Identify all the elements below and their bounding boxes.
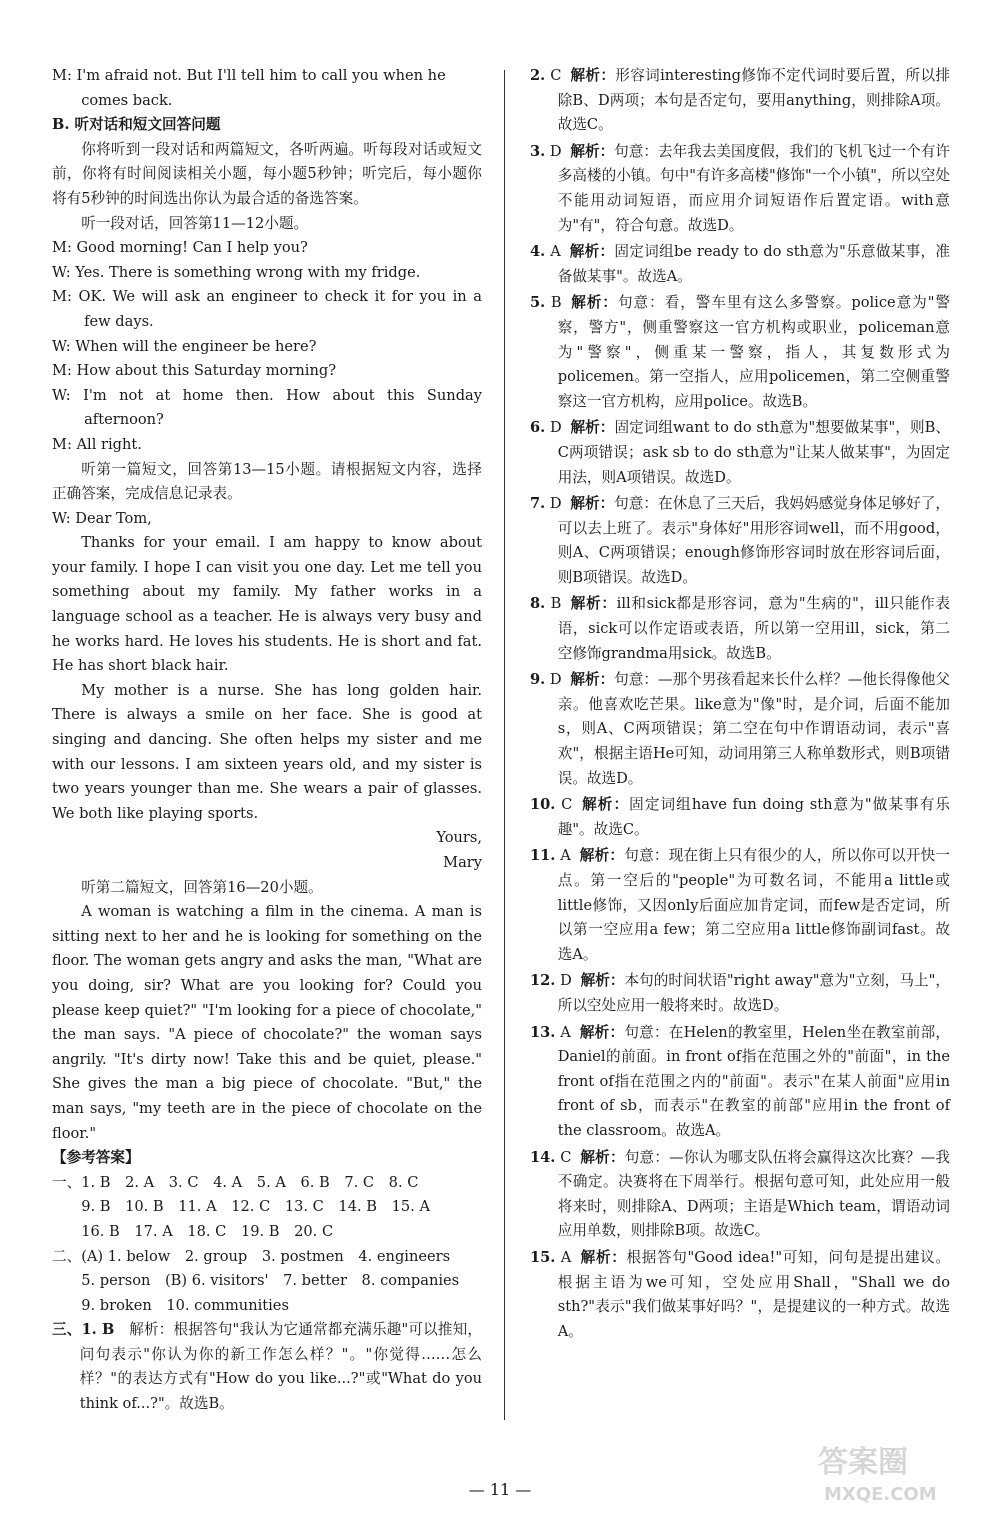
instructions: 你将听到一段对话和两篇短文，各听两遍。听每段对话或短文前，你将有时间阅读相关小题，每小题5秒钟；听完后，每小题你将有5秒钟的时间选出你认为最合适的备选答案。 xyxy=(52,140,482,207)
section3-text: 解析：根据答句"我认为它通常都充满乐趣"可以推知，问句表示"你认为你的新工作怎么样？"。"你觉得……怎么样？"的表达方式有"How do you like...?"或"What do you think of...?"。故选B。 xyxy=(79,1321,482,1413)
dialogue-line: M: Good morning! Can I help you? xyxy=(52,239,308,257)
item-text: 本句的时间状语"right away"意为"立刻，马上"，所以空处应用一般将来时。故选D。 xyxy=(557,972,950,1014)
item-text: 句意：在休息了三天后，我妈妈感觉身体足够好了，可以去上班了。表示"身体好"用形容词well，而不用good，则A、C两项错误；enough修饰形容词时放在形容词后面，则B项错误。故选D。 xyxy=(557,495,950,586)
item-number: 12. xyxy=(530,972,556,990)
item-number: 2. xyxy=(530,67,546,84)
item-number: 4. xyxy=(530,243,546,261)
item-number: 6. xyxy=(530,419,546,437)
answer-row: 5. person (B) 6. visitors' 7. better 8. companies xyxy=(81,1272,460,1290)
section-b-title: B. 听对话和短文回答问题 xyxy=(52,116,221,134)
item-label: 解析： xyxy=(570,142,615,160)
item-text: 句意：看，警车里有这么多警察。police意为"警察，警方"，侧重警察这一官方机构或职业，policeman意为"警察"，侧重某一警察，指人，其复数形式为policemen。第一空指人，应用policemen，第二空侧重警察这一官方机构，应用police。故选B。 xyxy=(557,294,950,410)
passage2-intro: 听第二篇短文，回答第16—20小题。 xyxy=(81,878,323,896)
item-text: 根据答句"Good idea!"可知，问句是提出建议。根据主语为we可知，空处应用Shall，"Shall we do sth?"表示"我们做某事好吗？"，是提建议的一种方式。故选A。 xyxy=(557,1248,950,1340)
item-label: 解析： xyxy=(581,796,630,814)
explanation-item xyxy=(530,291,950,414)
item-number: 10. xyxy=(530,796,556,814)
item-answer: C xyxy=(550,67,562,84)
item-text: ill和sick都是形容词，意为"生病的"，ill只能作表语，sick可以作定语或表语，所以第一空用ill，sick，第二空修饰grandma用sick。故选B。 xyxy=(557,595,950,662)
explanation-item xyxy=(530,140,950,238)
explanation-item xyxy=(530,1021,950,1144)
answer-row: 16. B 17. A 18. C 19. B 20. C xyxy=(81,1222,334,1240)
item-text: 句意：去年我去美国度假，我们的飞机飞过一个有许多高楼的小镇。句中"有许多高楼"修饰"一个小镇"，所以空处不能用动词短语，而应用介词短语作后置定语。with意为"有"，符合句意。故选D。 xyxy=(557,142,950,234)
item-number: 13. xyxy=(530,1023,556,1041)
item-label: 解析： xyxy=(570,595,617,613)
dialogue-intro: 听一段对话，回答第11—12小题。 xyxy=(81,214,309,232)
item-label: 解析： xyxy=(579,847,625,865)
item-number: 15. xyxy=(530,1248,556,1266)
item-number: 8. xyxy=(530,595,546,613)
item-label: 解析： xyxy=(580,972,625,990)
item-answer: C xyxy=(561,796,573,814)
dialogue-line: comes back. xyxy=(81,91,173,109)
dialogue-line: W: Yes. There is something wrong with my fridge. xyxy=(52,263,421,281)
item-text: 句意：现在街上只有很少的人，所以你可以开快一点。第一空后的"people"为可数名词，不能用a little或little修饰，又因only后面应加肯定词，而few是否定词，所以第一空应用a few；第二空应用a little修饰副词fast。故选A。 xyxy=(557,847,950,963)
item-answer: B xyxy=(550,595,562,613)
item-label: 解析： xyxy=(580,1248,627,1266)
item-text: 固定词组be ready to do sth意为"乐意做某事，准备做某事"。故选A。 xyxy=(557,243,950,285)
letter-sign: Mary xyxy=(443,854,482,871)
passage1-intro: 听第一篇短文，回答第13—15小题。请根据短文内容，选择正确答案，完成信息记录表。 xyxy=(52,460,482,503)
item-label: 解析： xyxy=(570,671,615,689)
section3-label: 三、1. B xyxy=(52,1321,115,1339)
explanation-item xyxy=(530,969,950,1018)
dialogue-line: M: All right. xyxy=(52,435,142,453)
item-label: 解析： xyxy=(570,67,616,84)
letter-paragraph: My mother is a nurse. She has long golden hair. There is always a smile on her face. She is good at singing and dancing. She often helps my sister and me with our lessons. I am sixteen years old, and my sister is two years younger than me. She wears a pair of glasses. We both like playing sports. xyxy=(52,681,482,822)
answer-row: 9. broken 10. communities xyxy=(81,1296,289,1314)
answer-row: 一、1. B 2. A 3. C 4. A 5. A 6. B 7. C 8. C xyxy=(52,1173,419,1191)
item-answer: D xyxy=(549,671,562,689)
explanation-item xyxy=(530,1246,950,1344)
item-answer: D xyxy=(549,142,562,160)
item-label: 解析： xyxy=(580,1148,625,1166)
page-number: — 11 — xyxy=(468,1480,532,1499)
explanation-item xyxy=(530,592,950,666)
item-label: 解析： xyxy=(569,243,615,261)
item-answer: B xyxy=(550,294,562,312)
dialogue-line: M: How about this Saturday morning? xyxy=(52,362,337,380)
item-answer: D xyxy=(549,495,562,513)
explanation-item xyxy=(530,1146,950,1244)
explanation-item xyxy=(530,64,950,138)
explanation-item xyxy=(530,416,950,490)
item-answer: D xyxy=(549,419,562,437)
column-divider xyxy=(504,70,505,1420)
item-label: 解析： xyxy=(579,1023,625,1041)
explanation-item xyxy=(530,492,950,590)
item-text: 句意：—那个男孩看起来长什么样？—他长得像他父亲。他喜欢吃芒果。like意为"像"时，是介词，后面不能加s，则A、C两项错误；第二空在句中作谓语动词，表示"喜欢"，根据主语He可知，动词用第三人称单数形式，则B项错误。故选D。 xyxy=(557,671,950,787)
explanation-item xyxy=(530,668,950,791)
watermark-main: 答案圈 xyxy=(818,1445,908,1480)
dialogue-line: W: I'm not at home then. How about this Sunday afternoon? xyxy=(52,386,482,429)
answers-title: 【参考答案】 xyxy=(52,1149,140,1167)
item-answer: A xyxy=(560,1248,572,1266)
item-answer: A xyxy=(560,847,571,865)
item-number: 3. xyxy=(530,142,546,160)
dialogue-line: W: When will the engineer be here? xyxy=(52,337,317,355)
item-text: 形容词interesting修饰不定代词时要后置，所以排除B、D两项；本句是否定句，要用anything，则排除A项。故选C。 xyxy=(557,67,950,134)
letter-paragraph: Thanks for your email. I am happy to know about your family. I hope I can visit you one day. Let me tell you something about my family. My father works in a language school as a teacher. He is always very busy and he works hard. He loves his students. He is short and fat. He has short black hair. xyxy=(52,534,482,675)
item-number: 5. xyxy=(530,294,546,312)
answer-row: 二、(A) 1. below 2. group 3. postmen 4. engineers xyxy=(52,1247,451,1265)
item-text: 句意：—你认为哪支队伍将会赢得这次比赛？—我不确定。决赛将在下周举行。根据句意可知，此处应用一般将来时，则排除A、D两项；主语是Which team，谓语动词应用单数，则排除B项。故选C。 xyxy=(557,1148,950,1240)
explanation-item xyxy=(52,1318,482,1416)
explanation-item xyxy=(530,844,950,967)
letter-close: Yours, xyxy=(436,829,482,847)
item-label: 解析： xyxy=(570,495,615,513)
passage2-text: A woman is watching a film in the cinema. A man is sitting next to her and he is looking for something on the floor. The woman gets angry and asks the man, "What are you doing, sir? What are you looking for? Could you please keep quiet?" "I'm looking for a piece of chocolate," the man says. "A piece of chocolate?" the woman says angrily. "It's dirty now! Take this and be quiet, please." She gives the man a big piece of chocolate. "But," the man says, "my teeth are in the piece of chocolate on the floor." xyxy=(52,903,482,1142)
item-text: 固定词组want to do sth意为"想要做某事"，则B、C两项错误；ask sb to do sth意为"让某人做某事"，为固定用法，则A项错误。故选D。 xyxy=(557,419,950,486)
item-text: 固定词组have fun doing sth意为"做某事有乐趣"。故选C。 xyxy=(557,796,950,838)
item-label: 解析： xyxy=(570,294,618,312)
left-column xyxy=(52,64,482,1419)
item-number: 11. xyxy=(530,847,556,865)
item-label: 解析： xyxy=(570,419,615,437)
explanation-item xyxy=(530,793,950,842)
item-answer: A xyxy=(550,243,561,261)
item-answer: A xyxy=(560,1023,571,1041)
explanation-item xyxy=(530,240,950,289)
right-column xyxy=(530,64,950,1346)
item-number: 7. xyxy=(530,495,546,513)
watermark-logo xyxy=(810,1436,980,1510)
answer-row: 9. B 10. B 11. A 12. C 13. C 14. B 15. A xyxy=(81,1198,430,1216)
item-number: 9. xyxy=(530,671,546,689)
dialogue-line: M: I'm afraid not. But I'll tell him to call you when he xyxy=(52,67,446,84)
item-answer: D xyxy=(560,972,572,990)
dialogue-line: M: OK. We will ask an engineer to check it for you in a few days. xyxy=(52,288,482,330)
item-answer: C xyxy=(560,1148,572,1166)
watermark-sub: MXQE.COM xyxy=(824,1484,937,1505)
item-text: 句意：在Helen的教室里，Helen坐在教室前部，Daniel的前面。in front of指在范围之外的"前面"，in the front of指在范围之内的"前面"。表示"在某人前面"应用in front of sb，而表示"在教室的前部"应用in the front of the classroom。故选A。 xyxy=(557,1023,950,1139)
item-number: 14. xyxy=(530,1148,556,1166)
letter-greeting: W: Dear Tom, xyxy=(52,509,152,527)
